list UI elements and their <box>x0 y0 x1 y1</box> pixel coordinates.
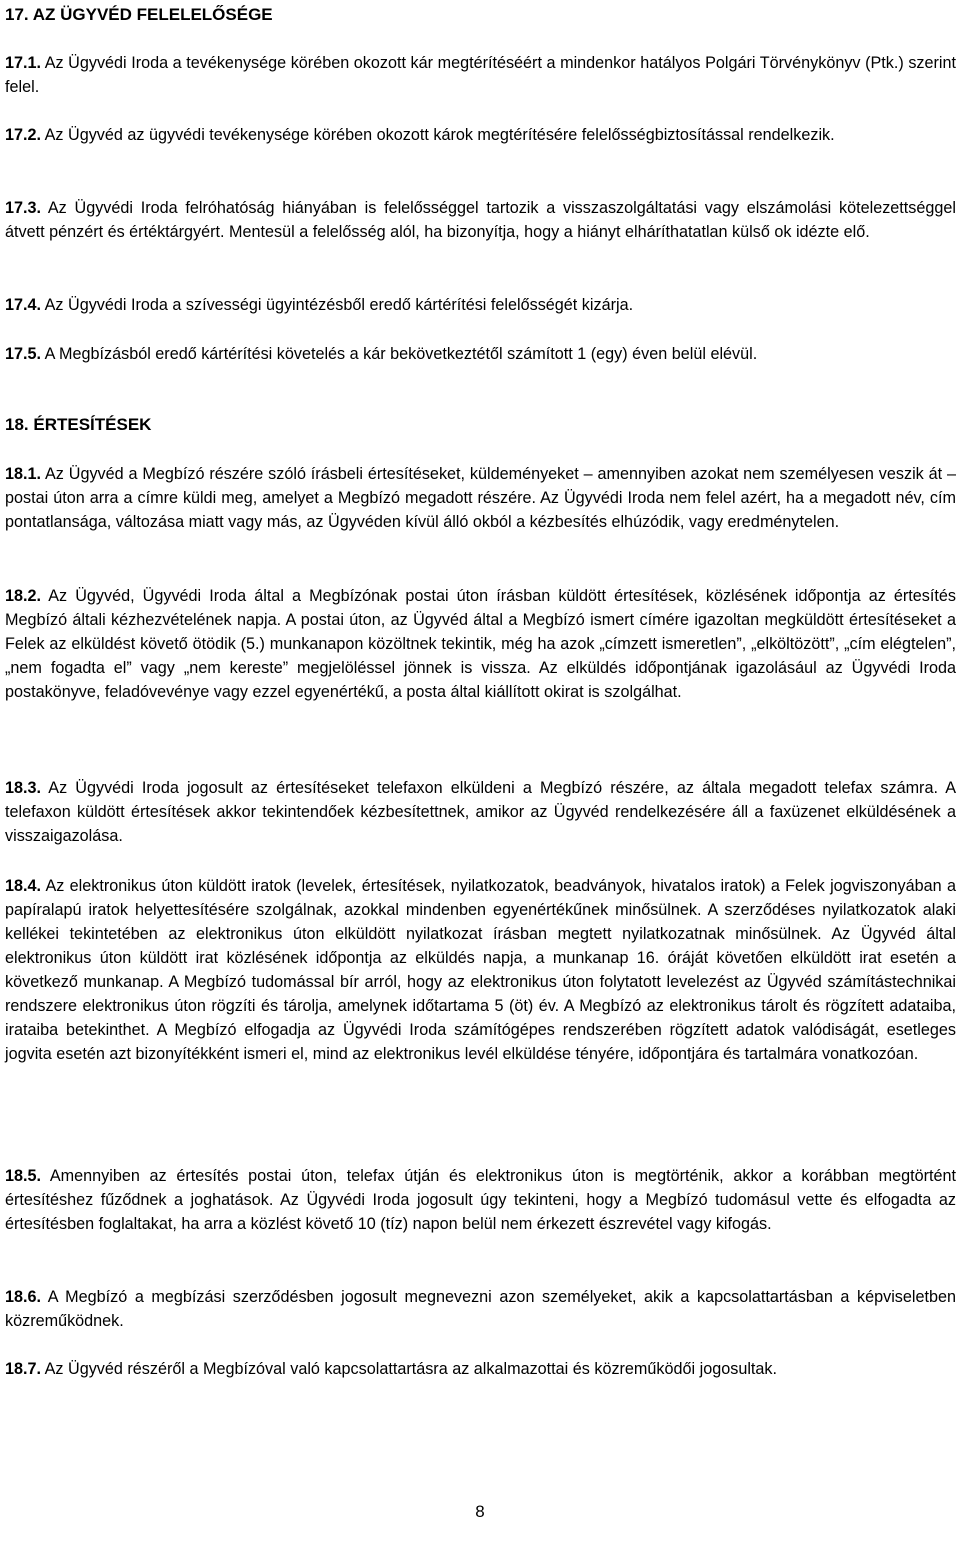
clause-number: 18.7. <box>5 1360 42 1378</box>
clause-text: A Megbízásból eredő kártérítési követelés a kár bekövetkeztétől számított 1 (egy) éven belül elévül. <box>44 345 758 363</box>
clause-number: 18.4. <box>5 877 42 895</box>
clause-number: 18.5. <box>5 1167 42 1185</box>
clause-text: Az Ügyvéd részéről a Megbízóval való kapcsolattartásra az alkalmazottai és közreműködői jogosultak. <box>44 1360 778 1378</box>
clause-18-4 <box>5 874 956 1066</box>
clause-number: 17.4. <box>5 296 42 314</box>
clause-number: 17.1. <box>5 54 42 72</box>
clause-text: Az Ügyvéd az ügyvédi tevékenysége körében okozott károk megtérítésére felelősségbiztosítással rendelkezik. <box>44 126 835 144</box>
clause-17-2 <box>5 123 956 147</box>
clause-18-7 <box>5 1357 956 1381</box>
clause-text: Az Ügyvédi Iroda a tevékenysége körében okozott kár megtérítéséért a mindenkor hatályos Polgári Törvénykönyv (Ptk.) szerint felel. <box>5 54 956 96</box>
clause-18-5 <box>5 1164 956 1236</box>
clause-text: Az Ügyvédi Iroda jogosult az értesítéseket telefaxon elküldeni a Megbízó részére, az általa megadott telefax számra. A telefaxon küldött értesítések akkor tekintendőek kézbesítettnek, amikor az Ügyvéd rendelkezésére áll a faxüzenet elküldésének a visszaigazolása. <box>5 779 956 845</box>
clause-17-4 <box>5 293 956 317</box>
page-number: 8 <box>475 1502 485 1521</box>
clause-17-3 <box>5 196 956 244</box>
clause-17-5 <box>5 342 956 366</box>
clause-text: Az Ügyvéd, Ügyvédi Iroda által a Megbízónak postai úton írásban küldött értesítések, közlésének időpontja az értesítés Megbízó általi kézhezvételének napja. A postai úton, az Ügyvéd által a Megbízó ismert címére igazoltan megküldött értesítéseket a Felek az elküldést követő ötödik (5.) munkanapon közöltnek tekintik, még ha azok „címzett ismeretlen”, „elköltözött”, „cím elégtelen”, „nem fogadta el” vagy „nem kereste” megjelöléssel jönnek is vissza. Az elküldés időpontjának igazolásául az Ügyvédi Iroda postakönyve, feladóvevénye vagy ezzel egyenértékű, a posta által kiállított okirat is szolgálhat. <box>5 587 956 701</box>
section-18-heading: 18. ÉRTESÍTÉSEK <box>5 415 152 434</box>
clause-number: 17.5. <box>5 345 42 363</box>
clause-text: Amennyiben az értesítés postai úton, telefax útján és elektronikus úton is megtörténik, akkor a korábban megtörtént értesítéshez fűződnek a joghatások. Az Ügyvédi Iroda jogosult úgy tekinteni, hogy a Megbízó tudomásul vette és elfogadta az értesítésben foglaltakat, ha arra a közlést követő 10 (tíz) napon belül nem érkezett észrevétel vagy kifogás. <box>5 1167 956 1233</box>
clause-17-1 <box>5 51 956 99</box>
clause-18-2 <box>5 584 956 704</box>
clause-text: Az Ügyvédi Iroda felróhatóság hiányában is felelősséggel tartozik a visszaszolgáltatási vagy elszámolási kötelezettséggel átvett pénzért és értéktárgyért. Mentesül a felelősség alól, ha bizonyítja, hogy a hiányt elháríthatatlan külső ok idézte elő. <box>5 199 957 241</box>
section-17-heading: 17. AZ ÜGYVÉD FELELELŐSÉGE <box>5 5 273 24</box>
clause-text: Az Ügyvédi Iroda a szívességi ügyintézésből eredő kártérítési felelősségét kizárja. <box>44 296 634 314</box>
clause-number: 17.3. <box>5 199 42 217</box>
clause-number: 18.1. <box>5 465 42 483</box>
clause-text: A Megbízó a megbízási szerződésben jogosult megnevezni azon személyeket, akik a kapcsolattartásban a képviseletben közreműködnek. <box>5 1288 956 1330</box>
clause-number: 18.6. <box>5 1288 42 1306</box>
clause-18-3 <box>5 776 956 848</box>
clause-text: Az elektronikus úton küldött iratok (levelek, értesítések, nyilatkozatok, beadványok, hivatalos iratok) a Felek jogviszonyában a papíralapú iratok helyettesítésére szolgálnak, azokkal mindenben egyenértékűnek minősülnek. A szerződéses nyilatkozatok alaki kellékei tekintetében az elektronikus úton elküldött nyilatkozat írásban megtett nyilatkozatnak minősülnek. Az Ügyvéd által elektronikus úton küldött irat közlésének időpontja az elküldés napja, a munkanap 16. óráját követően elküldött irat esetén a következő munkanap. A Megbízó tudomással bír arról, hogy az elektronikus úton folytatott levelezést az Ügyvéd számítástechnikai rendszere elektronikus úton rögzíti és tárolja, amelynek időtartama 5 (öt) év. A Megbízó az elektronikus tárolt és rögzített adataiba, irataiba betekinthet. A Megbízó elfogadja az Ügyvédi Iroda számítógépes rendszerében rögzített adatok valódiságát, esetleges jogvita esetén azt bizonyítékként ismeri el, mind az elektronikus levél elküldése tényére, időpontjára és tartalmára vonatkozóan. <box>5 877 956 1063</box>
clause-number: 18.2. <box>5 587 42 605</box>
clause-text: Az Ügyvéd a Megbízó részére szóló írásbeli értesítéseket, küldeményeket – amennyiben azokat nem személyesen veszik át – postai úton arra a címre küldi meg, amelyet a Megbízó megadott részére. Az Ügyvédi Iroda nem felel azért, ha a megadott név, cím pontatlansága, változása miatt vagy más, az Ügyvéden kívül álló okból a kézbesítés elhúzódik, vagy eredménytelen. <box>5 465 957 531</box>
clause-18-6 <box>5 1285 956 1333</box>
clause-number: 18.3. <box>5 779 42 797</box>
clause-number: 17.2. <box>5 126 42 144</box>
clause-18-1 <box>5 462 956 534</box>
